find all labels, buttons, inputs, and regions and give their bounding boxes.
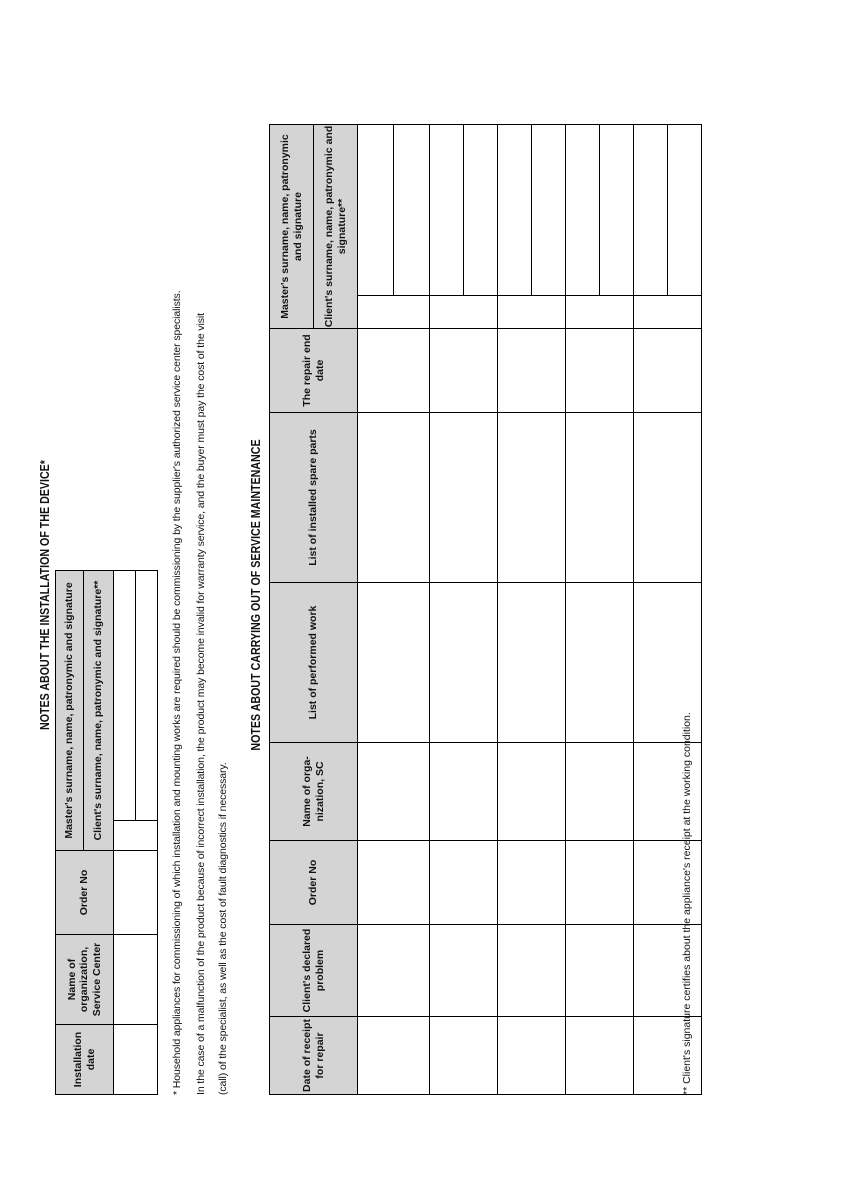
organization-header: Name of orga-nization, SC bbox=[270, 743, 358, 841]
client-signature-header: Client's surname, name, patronymic and signature** bbox=[84, 571, 114, 851]
performed-work-header: List of performed work bbox=[270, 583, 358, 743]
receipt-date-header: Date of receipt for repair bbox=[270, 1017, 358, 1095]
blank-cell bbox=[358, 296, 430, 329]
performed-work-cell[interactable] bbox=[358, 583, 430, 743]
master-signature-header: Master's surname, name, patronymic and signature bbox=[56, 571, 84, 851]
order-no-cell[interactable] bbox=[566, 841, 634, 925]
organization-header: Name of organization, Service Center bbox=[56, 935, 114, 1025]
client-signature-cell[interactable] bbox=[136, 571, 158, 821]
order-no-cell[interactable] bbox=[358, 841, 430, 925]
master-signature-cell[interactable] bbox=[498, 125, 532, 296]
master-signature-cell[interactable] bbox=[566, 125, 600, 296]
declared-problem-header: Client's declared problem bbox=[270, 925, 358, 1017]
master-signature-cell[interactable] bbox=[114, 571, 136, 821]
order-no-header: Order No bbox=[270, 841, 358, 925]
spare-parts-cell[interactable] bbox=[358, 413, 430, 583]
performed-work-cell[interactable] bbox=[430, 583, 498, 743]
client-signature-cell[interactable] bbox=[464, 125, 498, 296]
repair-end-date-cell[interactable] bbox=[358, 329, 430, 413]
blank-cell bbox=[566, 296, 634, 329]
master-signature-cell[interactable] bbox=[634, 125, 668, 296]
client-signature-cell[interactable] bbox=[600, 125, 634, 296]
repair-end-date-header: The repair end date bbox=[270, 329, 358, 413]
order-no-cell[interactable] bbox=[114, 851, 158, 935]
order-no-header: Order No bbox=[56, 851, 114, 935]
performed-work-cell[interactable] bbox=[498, 583, 566, 743]
declared-problem-cell[interactable] bbox=[358, 925, 430, 1017]
master-signature-cell[interactable] bbox=[430, 125, 464, 296]
declared-problem-cell[interactable] bbox=[430, 925, 498, 1017]
maintenance-title: NOTES ABOUT CARRYING OUT OF SERVICE MAINTENANCE bbox=[248, 439, 263, 751]
blank-cell bbox=[430, 296, 498, 329]
blank-cell bbox=[498, 296, 566, 329]
note-line-3: (call) of the specialist, as well as the cost of fault diagnostics if necessary. bbox=[217, 762, 229, 1095]
organization-cell[interactable] bbox=[358, 743, 430, 841]
order-no-cell[interactable] bbox=[430, 841, 498, 925]
repair-end-date-cell[interactable] bbox=[634, 329, 702, 413]
declared-problem-cell[interactable] bbox=[498, 925, 566, 1017]
spare-parts-cell[interactable] bbox=[566, 413, 634, 583]
receipt-date-cell[interactable] bbox=[566, 1017, 634, 1095]
order-no-cell[interactable] bbox=[498, 841, 566, 925]
blank-cell bbox=[634, 296, 702, 329]
repair-end-date-cell[interactable] bbox=[498, 329, 566, 413]
organization-cell[interactable] bbox=[498, 743, 566, 841]
client-signature-cell[interactable] bbox=[532, 125, 566, 296]
blank-cell bbox=[114, 821, 158, 851]
installation-title: NOTES ABOUT THE INSTALLATION OF THE DEVICE* bbox=[37, 460, 52, 730]
spare-parts-cell[interactable] bbox=[430, 413, 498, 583]
master-signature-header: Master's surname, name, patronymic and signature bbox=[270, 125, 314, 329]
client-signature-header: Client's surname, name, patronymic and signature** bbox=[314, 125, 358, 329]
spare-parts-cell[interactable] bbox=[498, 413, 566, 583]
note-line-1: * Household appliances for commissioning of which installation and mounting works are required should be commissioning by the supplier's authorized service center specialists. bbox=[171, 290, 183, 1095]
client-signature-cell[interactable] bbox=[668, 125, 702, 296]
maintenance-table bbox=[269, 124, 702, 1095]
spare-parts-cell[interactable] bbox=[634, 413, 702, 583]
note-line-2: In the case of a malfunction of the product because of incorrect installation, the product may become invalid for warranty service, and the buyer must pay the cost of the visit bbox=[195, 313, 207, 1095]
footnote: ** Client's signature certifies about the appliance's receipt at the working condition. bbox=[681, 712, 693, 1095]
performed-work-cell[interactable] bbox=[566, 583, 634, 743]
repair-end-date-cell[interactable] bbox=[430, 329, 498, 413]
repair-end-date-cell[interactable] bbox=[566, 329, 634, 413]
spare-parts-header: List of installed spare parts bbox=[270, 413, 358, 583]
installation-table bbox=[55, 570, 158, 1095]
receipt-date-cell[interactable] bbox=[358, 1017, 430, 1095]
organization-cell[interactable] bbox=[114, 935, 158, 1025]
declared-problem-cell[interactable] bbox=[566, 925, 634, 1017]
receipt-date-cell[interactable] bbox=[498, 1017, 566, 1095]
master-signature-cell[interactable] bbox=[358, 125, 394, 296]
organization-cell[interactable] bbox=[566, 743, 634, 841]
receipt-date-cell[interactable] bbox=[430, 1017, 498, 1095]
organization-cell[interactable] bbox=[430, 743, 498, 841]
client-signature-cell[interactable] bbox=[394, 125, 430, 296]
installation-date-header: Installation date bbox=[56, 1025, 114, 1095]
installation-date-cell[interactable] bbox=[114, 1025, 158, 1095]
rotated-page bbox=[37, 95, 801, 1095]
